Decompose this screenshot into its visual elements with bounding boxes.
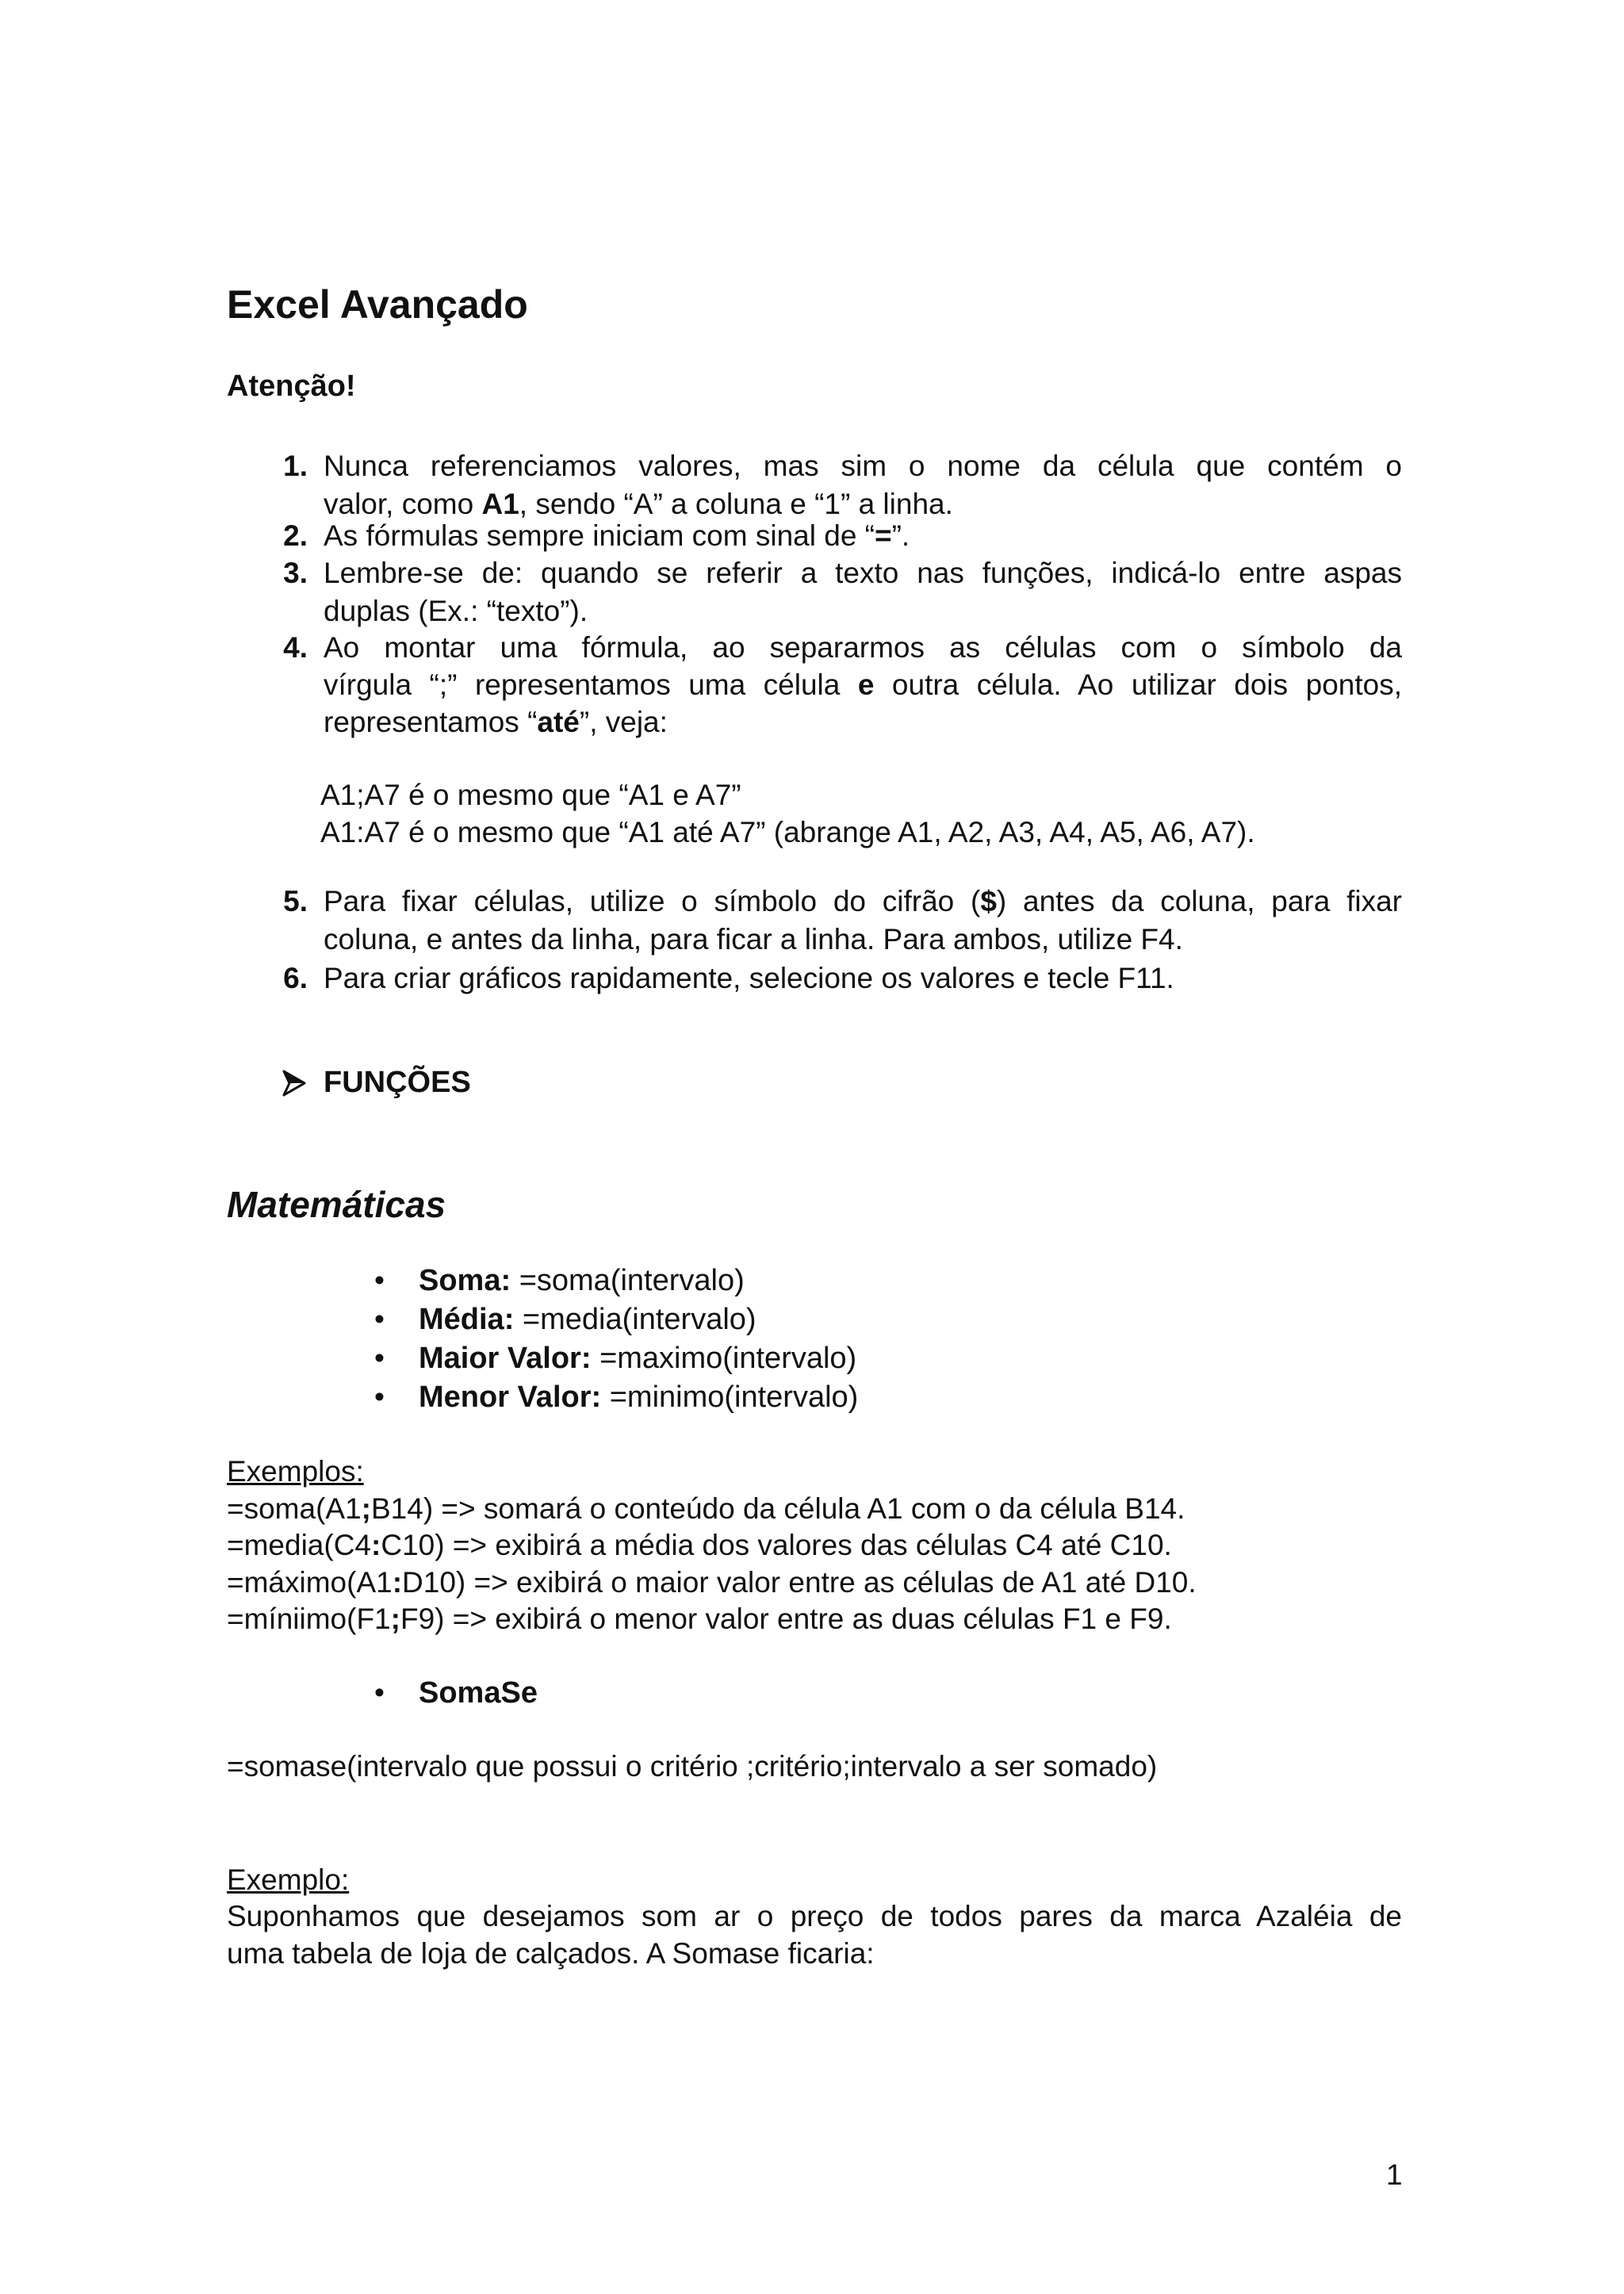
- list-item: Maior Valor: =maximo(intervalo): [419, 1342, 857, 1375]
- attention-heading: Atenção!: [227, 370, 356, 403]
- list-number: 4.: [283, 631, 308, 664]
- bullet-icon: •: [374, 1676, 385, 1709]
- example-label: Exemplo:: [227, 1863, 350, 1896]
- list-item: Soma: =soma(intervalo): [419, 1264, 745, 1297]
- list-number: 2.: [283, 519, 308, 552]
- list-item: Média: =media(intervalo): [419, 1303, 756, 1336]
- list-item-5-line-2: coluna, e antes da linha, para ficar a linha. Para ambos, utilize F4.: [324, 923, 1183, 956]
- list-item-4-line-3: representamos “até”, veja:: [324, 706, 668, 738]
- list-item-3-line-2: duplas (Ex.: “texto”).: [324, 595, 588, 627]
- bullet-icon: •: [374, 1342, 385, 1374]
- math-heading: Matemáticas: [227, 1184, 446, 1225]
- list-number: 3.: [283, 557, 308, 589]
- example-line: =míniimo(F1;F9) => exibirá o menor valor entre as duas células F1 e F9.: [227, 1603, 1172, 1635]
- range-example-1: A1;A7 é o mesmo que “A1 e A7”: [320, 779, 741, 811]
- page-number: 1: [1386, 2158, 1403, 2191]
- list-number: 1.: [283, 450, 308, 482]
- list-item: Menor Valor: =minimo(intervalo): [419, 1381, 859, 1414]
- example-line: =media(C4:C10) => exibirá a média dos valores das células C4 até C10.: [227, 1529, 1172, 1561]
- list-item-1-line-2: valor, como A1, sendo “A” a coluna e “1” a linha.: [324, 488, 953, 520]
- document-title: Excel Avançado: [227, 282, 528, 327]
- examples-label: Exemplos:: [227, 1455, 364, 1488]
- bullet-icon: •: [374, 1303, 385, 1335]
- list-item-4-line-1: Ao montar uma fórmula, ao separarmos as células com o símbolo da: [324, 631, 1402, 664]
- example-text-line-1: Suponhamos que desejamos som ar o preço de todos pares da marca Azaléia de: [227, 1900, 1402, 1932]
- somase-label: SomaSe: [419, 1676, 538, 1710]
- list-item-4-line-2: vírgula “;” representamos uma célula e outra célula. Ao utilizar dois pontos,: [324, 668, 1403, 701]
- list-item-5-line-1: Para fixar células, utilize o símbolo do cifrão ($) antes da coluna, para fixar: [324, 885, 1402, 917]
- example-line: =soma(A1;B14) => somará o conteúdo da célula A1 com o da célula B14.: [227, 1492, 1185, 1525]
- example-line: =máximo(A1:D10) => exibirá o maior valor entre as células de A1 até D10.: [227, 1566, 1197, 1599]
- section-heading-funcoes: FUNÇÕES: [324, 1066, 471, 1099]
- bullet-icon: •: [374, 1264, 385, 1296]
- arrowhead-bullet-icon: [282, 1070, 306, 1097]
- bullet-icon: •: [374, 1381, 385, 1413]
- list-number: 5.: [283, 885, 308, 917]
- list-item-6: Para criar gráficos rapidamente, selecione os valores e tecle F11.: [324, 962, 1174, 994]
- list-item-3-line-1: Lembre-se de: quando se referir a texto nas funções, indicá-lo entre aspas: [324, 557, 1402, 589]
- example-text-line-2: uma tabela de loja de calçados. A Somase ficaria:: [227, 1937, 875, 1970]
- somase-syntax: =somase(intervalo que possui o critério ;critério;intervalo a ser somado): [227, 1750, 1158, 1783]
- list-item-1-line-1: Nunca referenciamos valores, mas sim o nome da célula que contém o: [324, 450, 1402, 482]
- range-example-2: A1:A7 é o mesmo que “A1 até A7” (abrange A1, A2, A3, A4, A5, A6, A7).: [320, 816, 1255, 848]
- list-item-2: As fórmulas sempre iniciam com sinal de “=”.: [324, 519, 910, 552]
- list-number: 6.: [283, 962, 308, 994]
